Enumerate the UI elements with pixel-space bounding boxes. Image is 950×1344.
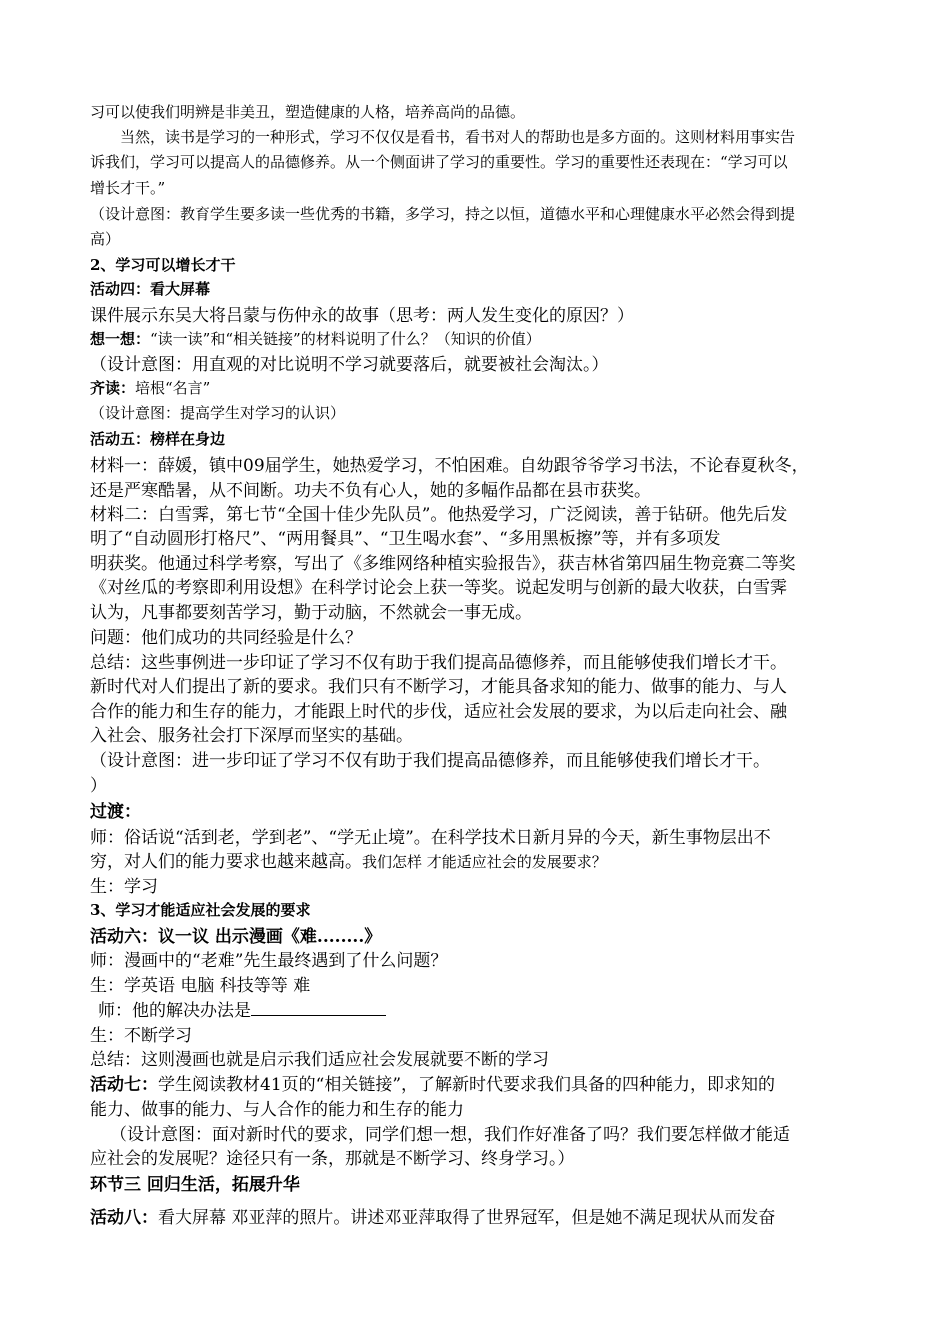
paragraph-line xyxy=(90,328,541,349)
paragraph-line: 合作的能力和生存的能力，才能跟上时代的步伐，适应社会发展的要求，为以后走向社会、融 xyxy=(90,702,787,722)
fill-in-blank xyxy=(251,1001,386,1016)
paragraph-line: 问题：他们成功的共同经验是什么？ xyxy=(90,628,362,648)
paragraph-line xyxy=(90,377,210,398)
section-heading: 3、学习才能适应社会发展的要求 xyxy=(90,901,311,919)
design-intent-note: （设计意图：面对新时代的要求，同学们想一想，我们作好准备了吗？我们要怎样做才能适 xyxy=(110,1125,790,1145)
design-intent-note: ） xyxy=(90,776,107,796)
design-intent-note: （设计意图：进一步印证了学习不仅有助于我们提高品德修养，而且能够使我们增长才干。 xyxy=(90,751,770,771)
design-intent-note: 高） xyxy=(90,230,121,248)
label-think: 想一想： xyxy=(90,330,151,348)
paragraph-line: 还是严寒酷暑，从不间断。功夫不负有心人，她的多幅作品都在县市获奖。 xyxy=(90,481,651,501)
paragraph-line xyxy=(90,1070,775,1095)
paragraph-line: 生：学英语 电脑 科技等等 难 xyxy=(90,976,311,996)
label-think-text: “读一读”和“相关链接”的材料说明了什么？（知识的价值） xyxy=(150,330,541,348)
paragraph-line: 能力、做事的能力、与人合作的能力和生存的能力 xyxy=(90,1100,464,1120)
paragraph-line: 新时代对人们提出了新的要求。我们只有不断学习，才能具备求知的能力、做事的能力、与人 xyxy=(90,677,787,697)
paragraph-fragment: 穷，对人们的能力要求也越来越高。 xyxy=(90,852,362,872)
paragraph-line xyxy=(90,847,607,872)
section-heading: 2、学习可以增长才干 xyxy=(90,256,236,274)
paragraph-line: 总结：这则漫画也就是启示我们适应社会发展就要不断的学习 xyxy=(90,1050,549,1070)
paragraph-line: 入社会、服务社会打下深厚而坚实的基础。 xyxy=(90,726,413,746)
paragraph-fragment: 学生阅读教材41页的“相关链接”，了解新时代要求我们具备的四种能力，即求知的 xyxy=(158,1075,776,1095)
paragraph-line: 生：学习 xyxy=(90,877,158,897)
activity-heading: 活动四：看大屏幕 xyxy=(90,280,211,298)
paragraph-line: 习可以使我们明辨是非美丑，塑造健康的人格，培养高尚的品德。 xyxy=(90,103,526,121)
paragraph-line: 明了“自动圆形打格尺”、“两用餐具”、“卫生喝水套”、“多用黑板擦”等，并有多项发 xyxy=(90,529,721,549)
paragraph-line: 诉我们，学习可以提高人的品德修养。从一个侧面讲了学习的重要性。学习的重要性还表现在：“学习可以 xyxy=(90,153,788,171)
label-read-together-text: 培根“名言” xyxy=(135,379,211,397)
paragraph-line: 师：漫画中的“老难”先生最终遇到了什么问题？ xyxy=(90,951,448,971)
paragraph-line: 明获奖。他通过科学考察，写出了《多维网络种植实验报告》，获吉林省第四届生物竞赛二等奖 xyxy=(90,554,796,574)
paragraph-line: 当然，读书是学习的一种形式，学习不仅仅是看书，看书对人的帮助也是多方面的。这则材料用事实告 xyxy=(120,128,796,146)
activity-heading: 活动六：议一议 出示漫画《难........》 xyxy=(90,927,382,947)
paragraph-fragment: 师：他的解决办法是 xyxy=(98,1001,251,1021)
transition-heading: 过渡： xyxy=(90,802,141,822)
paragraph-fragment: 看大屏幕 邓亚萍的照片。讲述邓亚萍取得了世界冠军，但是她不满足现状从而发奋 xyxy=(158,1208,776,1228)
paragraph-line: 材料二：白雪霁，第七节“全国十佳少先队员”。他热爱学习，广泛阅读，善于钻研。他先后发 xyxy=(90,505,788,525)
paragraph-line xyxy=(90,1203,775,1228)
paragraph-line xyxy=(98,996,386,1021)
design-intent-note: 应社会的发展呢？途径只有一条，那就是不断学习、终身学习。） xyxy=(90,1149,575,1169)
design-intent-note: （设计意图：教育学生要多读一些优秀的书籍，多学习，持之以恒，道德水平和心理健康水平必然会得到提 xyxy=(90,205,796,223)
paragraph-line: 《对丝瓜的考察即利用设想》在科学讨论会上获一等奖。说起发明与创新的最大收获，白雪霁 xyxy=(90,578,787,598)
label-read-together: 齐读： xyxy=(90,379,136,397)
paragraph-line: 师：俗话说“活到老，学到老”、“学无止境”。在科学技术日新月异的今天，新生事物层出不 xyxy=(90,828,771,848)
paragraph-fragment: 我们怎样 才能适应社会的发展要求？ xyxy=(362,853,607,871)
paragraph-line: 认为，凡事都要刻苦学习，勤于动脑，不然就会一事无成。 xyxy=(90,603,532,623)
section-heading: 环节三 回归生活，拓展升华 xyxy=(90,1175,300,1195)
label-activity-seven: 活动七： xyxy=(90,1075,158,1095)
design-intent-note: （设计意图：提高学生对学习的认识） xyxy=(90,404,346,422)
activity-heading: 活动五：榜样在身边 xyxy=(90,430,226,448)
paragraph-line: 总结：这些事例进一步印证了学习不仅有助于我们提高品德修养，而且能够使我们增长才干。 xyxy=(90,653,787,673)
label-activity-eight: 活动八： xyxy=(90,1208,158,1228)
paragraph-line: 增长才干。” xyxy=(90,179,166,197)
design-intent-note: （设计意图：用直观的对比说明不学习就要落后，就要被社会淘汰。） xyxy=(90,355,609,375)
paragraph-line: 材料一：薛媛，镇中09届学生，她热爱学习，不怕困难。自幼跟爷爷学习书法，不论春夏秋冬， xyxy=(90,456,809,476)
paragraph-line: 生：不断学习 xyxy=(90,1026,192,1046)
paragraph-line: 课件展示东吴大将吕蒙与伤仲永的故事（思考：两人发生变化的原因？） xyxy=(90,306,634,326)
